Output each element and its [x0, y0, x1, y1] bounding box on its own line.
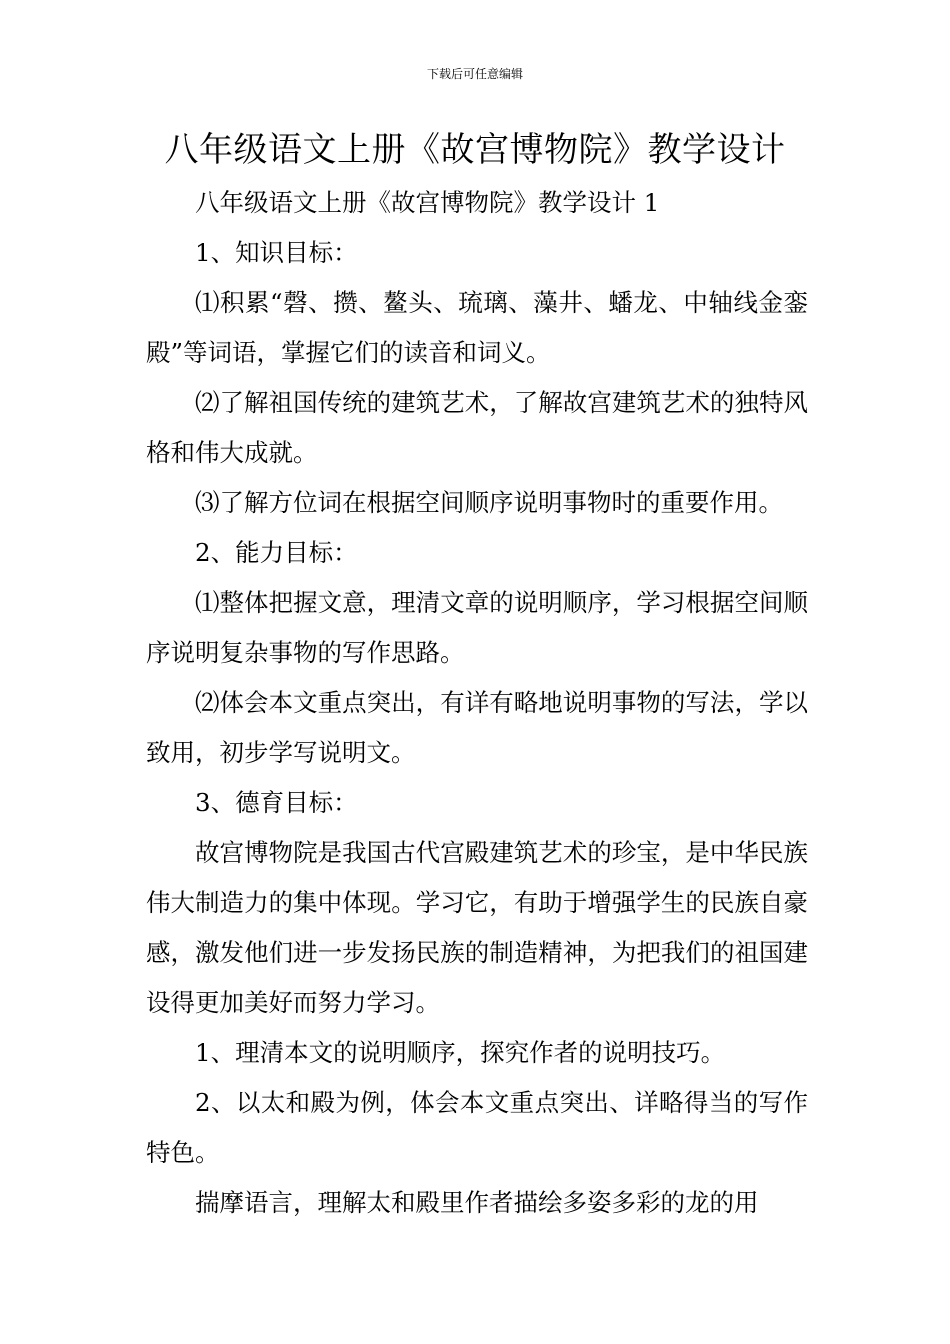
paragraph-moral-goal-body: 故宫博物院是我国古代宫殿建筑艺术的珍宝，是中华民族伟大制造力的集中体现。学习它，有助于增强学生的民族自豪感，激发他们进一步发扬民族的制造精神，为把我们的祖国建设得更加美好而努力学习。	[146, 838, 808, 1017]
paragraph-focus-1: 1、理清本文的说明顺序，探究作者的说明技巧。	[195, 1038, 726, 1067]
paragraph-subtitle: 八年级语文上册《故宫博物院》教学设计 1	[195, 188, 660, 217]
paragraph-knowledge-goal-3: ⑶了解方位词在根据空间顺序说明事物时的重要作用。	[195, 488, 783, 517]
paragraph-focus-2: 2、以太和殿为例，体会本文重点突出、详略得当的写作特色。	[146, 1088, 808, 1167]
paragraph-ability-goal-2: ⑵体会本文重点突出，有详有略地说明事物的写法，学以致用，初步学写说明文。	[146, 688, 808, 767]
paragraph-knowledge-goal-1: ⑴积累“磬、攒、鳌头、琉璃、藻井、蟠龙、中轴线金銮殿”等词语，掌握它们的读音和词义。	[146, 288, 808, 367]
paragraph-knowledge-goal-heading: 1、知识目标：	[195, 238, 358, 267]
header-note: 下载后可任意编辑	[426, 67, 523, 81]
paragraph-language-study: 揣摩语言，理解太和殿里作者描绘多姿多彩的龙的用	[195, 1188, 759, 1217]
paragraph-ability-goal-heading: 2、能力目标：	[195, 538, 358, 567]
document-body	[146, 178, 808, 1228]
document-title: 八年级语文上册《故宫博物院》教学设计	[164, 130, 786, 170]
paragraph-ability-goal-1: ⑴整体把握文意，理清文章的说明顺序，学习根据空间顺序说明复杂事物的写作思路。	[146, 588, 808, 667]
paragraph-moral-goal-heading: 3、德育目标：	[195, 788, 358, 817]
paragraph-knowledge-goal-2: ⑵了解祖国传统的建筑艺术，了解故宫建筑艺术的独特风格和伟大成就。	[146, 388, 808, 467]
